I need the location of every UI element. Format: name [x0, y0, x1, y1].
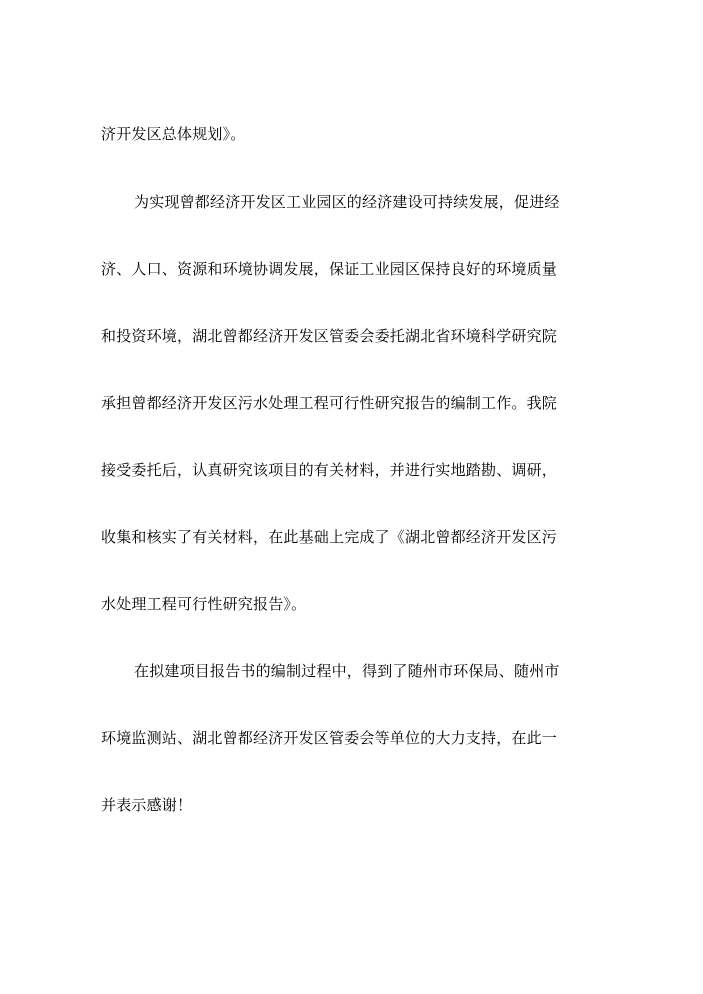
text-line: 济开发区总体规划》。	[101, 125, 246, 143]
text-line: 接受委托后，认真研究该项目的有关材料，并进行实地踏勘、调研，	[101, 461, 558, 479]
paragraph-first-line: 为实现曾都经济开发区工业园区的经济建设可持续发展，促进经	[134, 193, 560, 211]
text-line: 环境监测站、湖北曾都经济开发区管委会等单位的大力支持，在此一	[101, 729, 558, 747]
text-line: 承担曾都经济开发区污水处理工程可行性研究报告的编制工作。我院	[101, 394, 558, 412]
text-line: 济、人口、资源和环境协调发展，保证工业园区保持良好的环境质量	[101, 260, 558, 278]
text-line: 和投资环境，湖北曾都经济开发区管委会委托湖北省环境科学研究院	[101, 327, 558, 345]
text-line: 并表示感谢！	[101, 796, 193, 814]
text-line: 水处理工程可行性研究报告》。	[101, 595, 307, 613]
paragraph-first-line: 在拟建项目报告书的编制过程中，得到了随州市环保局、随州市	[134, 662, 560, 680]
text-line: 收集和核实了有关材料，在此基础上完成了《湖北曾都经济开发区污	[101, 528, 558, 546]
